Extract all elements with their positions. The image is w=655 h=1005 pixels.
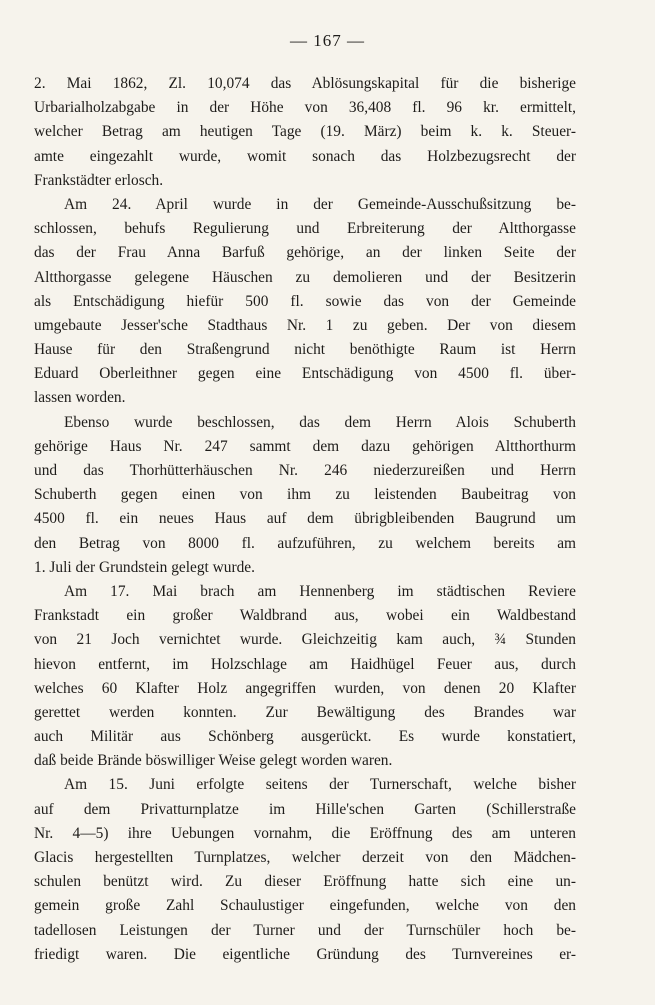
text-line: Frankstädter erlosch. [34,171,164,189]
text-line: Am 15. Juni erfolgte seitens der Turnerschaft, welche bisher [64,776,576,794]
text-line: schlossen, behufs Regulierung und Erbreiterung der Altthorgasse [34,220,576,238]
text-line: auf dem Privatturnplatze im Hille'schen Garten (Schillerstraße [34,800,576,818]
text-line: schulen benützt wird. Zu dieser Eröffnung hatte sich eine un- [34,873,576,891]
text-line: amte eingezahlt wurde, womit sonach das Holzbezugsrecht der [34,147,576,165]
text-line: Ebenso wurde beschlossen, das dem Herrn Alois Schuberth [64,413,576,431]
text-line: lassen worden. [34,389,126,407]
text-line: 4500 fl. ein neues Haus auf dem übrigbleibenden Baugrund um [34,510,576,528]
text-line: Glacis hergestellten Turnplatzes, welcher derzeit von den Mädchen- [34,849,576,866]
text-line: welcher Betrag am heutigen Tage (19. März) beim k. k. Steuer- [34,123,576,141]
text-line: gerettet werden konnten. Zur Bewältigung des Brandes war [34,703,576,721]
text-line: Eduard Oberleithner gegen eine Entschädigung von 4500 fl. über- [34,365,576,383]
text-line: Nr. 4—5) ihre Uebungen vornahm, die Eröffnung des am unteren [34,824,576,842]
text-line: gehörige Haus Nr. 247 sammt dem dazu gehörigen Altthorthurm [34,437,576,455]
text-line: den Betrag von 8000 fl. aufzuführen, zu welchem bereits am [34,534,576,552]
text-line: Urbarialholzabgabe in der Höhe von 36,408 fl. 96 kr. ermittelt, [34,99,576,117]
text-line: friedigt waren. Die eigentliche Gründung des Turnvereines er- [34,945,576,963]
text-line: das der Frau Anna Barfuß gehörige, an der linken Seite der [34,244,576,262]
body-text [34,72,576,967]
text-line: welches 60 Klafter Holz angegriffen wurden, von denen 20 Klafter [34,679,576,697]
text-line: Altthorgasse gelegene Häuschen zu demolieren und der Besitzerin [34,268,576,286]
text-line: und das Thorhütterhäuschen Nr. 246 niederzureißen und Herrn [34,462,576,479]
text-line: daß beide Brände böswilliger Weise gelegt worden waren. [34,752,393,770]
text-line: als Entschädigung hiefür 500 fl. sowie das von der Gemeinde [34,292,576,310]
text-line: Am 24. April wurde in der Gemeinde-Ausschußsitzung be- [64,195,576,213]
page-number: — 167 — [290,31,365,50]
text-line: hievon entfernt, im Holzschlage am Haidhügel Feuer aus, durch [34,655,576,673]
text-line: gemein große Zahl Schaulustiger eingefunden, welche von den [34,897,576,915]
text-line: Schuberth gegen einen von ihm zu leistenden Baubeitrag von [34,486,576,504]
text-line: 2. Mai 1862, Zl. 10,074 das Ablösungskapital für die bisherige [34,75,576,92]
text-line: Hause für den Straßengrund nicht benöthigte Raum ist Herrn [34,341,576,359]
text-line: tadellosen Leistungen der Turner und der Turnschüler hoch be- [34,921,576,939]
text-line: von 21 Joch vernichtet wurde. Gleichzeitig kam auch, ¾ Stunden [34,631,576,649]
text-line: 1. Juli der Grundstein gelegt wurde. [34,558,255,576]
text-line: Am 17. Mai brach am Hennenberg im städtischen Reviere [64,582,576,600]
text-line: auch Militär aus Schönberg ausgerückt. Es wurde konstatiert, [34,728,576,746]
text-line: Frankstadt ein großer Waldbrand aus, wobei ein Waldbestand [34,607,576,625]
text-line: umgebaute Jesser'sche Stadthaus Nr. 1 zu geben. Der von diesem [34,316,576,334]
